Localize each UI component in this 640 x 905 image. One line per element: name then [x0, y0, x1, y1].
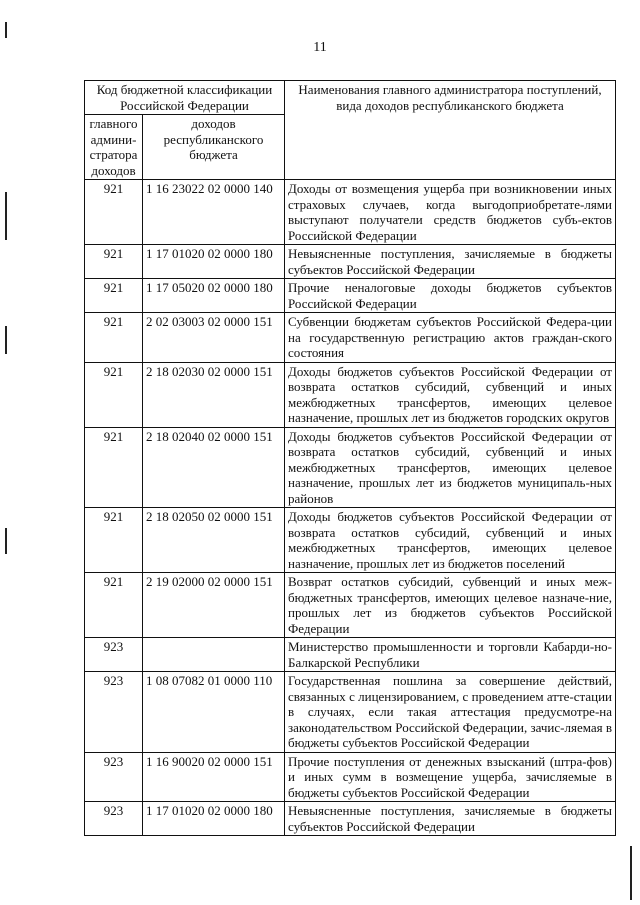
income-name-cell: Возврат остатков субсидий, субвенций и иных меж-бюджетных трансфертов, имеющих целевое назначе-ние, прошлых лет из бюджетов субъектов Российской Федерации — [285, 573, 616, 638]
admin-code-cell: 923 — [85, 638, 143, 672]
income-code-cell: 1 16 23022 02 0000 140 — [143, 180, 285, 245]
scan-mark — [5, 528, 7, 554]
admin-code-cell: 923 — [85, 672, 143, 753]
income-code-cell: 2 18 02050 02 0000 151 — [143, 508, 285, 573]
income-code-cell: 2 02 03003 02 0000 151 — [143, 313, 285, 363]
income-code-cell — [143, 638, 285, 672]
table-row — [85, 752, 616, 802]
page-number: 11 — [313, 40, 327, 55]
table-row — [85, 802, 616, 836]
table-row — [85, 573, 616, 638]
income-code-cell: 1 17 05020 02 0000 180 — [143, 279, 285, 313]
admin-code-cell: 923 — [85, 802, 143, 836]
income-code-cell: 1 08 07082 01 0000 110 — [143, 672, 285, 753]
income-name-cell: Доходы бюджетов субъектов Российской Федерации от возврата остатков субсидий, субвенций и иных межбюджетных трансфертов, имеющих целевое назначение, прошлых лет из бюджетов поселений — [285, 508, 616, 573]
table-row — [85, 245, 616, 279]
income-name-cell: Невыясненные поступления, зачисляемые в бюджеты субъектов Российской Федерации — [285, 802, 616, 836]
table-row — [85, 427, 616, 508]
table-row — [85, 180, 616, 245]
table-row — [85, 362, 616, 427]
admin-code-cell: 921 — [85, 427, 143, 508]
admin-code-cell: 923 — [85, 752, 143, 802]
scan-mark — [5, 22, 7, 38]
income-name-cell: Невыясненные поступления, зачисляемые в бюджеты субъектов Российской Федерации — [285, 245, 616, 279]
income-code-cell: 1 16 90020 02 0000 151 — [143, 752, 285, 802]
admin-code-cell: 921 — [85, 279, 143, 313]
admin-code-cell: 921 — [85, 180, 143, 245]
budget-classification-table — [84, 80, 616, 836]
header-admin-code: главного админи-стратора доходов — [85, 115, 143, 180]
admin-code-cell: 921 — [85, 573, 143, 638]
table-row — [85, 672, 616, 753]
income-code-cell: 1 17 01020 02 0000 180 — [143, 245, 285, 279]
income-code-cell: 2 19 02000 02 0000 151 — [143, 573, 285, 638]
header-income-code: доходов республиканского бюджета — [143, 115, 285, 180]
header-classification-code: Код бюджетной классификации Российской Федерации — [85, 81, 285, 115]
income-name-cell: Доходы бюджетов субъектов Российской Федерации от возврата остатков субсидий, субвенций и иных межбюджетных трансфертов, имеющих целевое назначение, прошлых лет из бюджетов муниципаль-ных районов — [285, 427, 616, 508]
admin-code-cell: 921 — [85, 362, 143, 427]
scan-mark — [5, 192, 7, 240]
income-name-cell: Прочие неналоговые доходы бюджетов субъектов Российской Федерации — [285, 279, 616, 313]
admin-code-cell: 921 — [85, 245, 143, 279]
income-name-cell: Прочие поступления от денежных взысканий (штра-фов) и иных сумм в возмещение ущерба, зачисляемые в бюджеты субъектов Российской Федерации — [285, 752, 616, 802]
table-row — [85, 638, 616, 672]
table-row — [85, 508, 616, 573]
header-admin-name: Наименования главного администратора поступлений, вида доходов республиканского бюджета — [285, 81, 616, 180]
income-code-cell: 2 18 02040 02 0000 151 — [143, 427, 285, 508]
income-name-cell: Субвенции бюджетам субъектов Российской Федера-ции на государственную регистрацию актов граждан-ского состояния — [285, 313, 616, 363]
admin-code-cell: 921 — [85, 313, 143, 363]
income-code-cell: 2 18 02030 02 0000 151 — [143, 362, 285, 427]
income-name-cell: Доходы бюджетов субъектов Российской Федерации от возврата остатков субсидий, субвенций и иных межбюджетных трансфертов, имеющих целевое назначение, прошлых лет из бюджетов городских округов — [285, 362, 616, 427]
income-name-cell: Доходы от возмещения ущерба при возникновении иных страховых случаев, когда выгодоприобретате-лями выступают получатели средств бюджетов субъ-ектов Российской Федерации — [285, 180, 616, 245]
table-row — [85, 313, 616, 363]
income-name-cell: Государственная пошлина за совершение действий, связанных с лицензированием, с проведением атте-стации в случаях, если такая аттестация предусмотре-на законодательством Российской Федерации, зачис-ляемая в бюджеты субъектов Российской Федерации — [285, 672, 616, 753]
income-code-cell: 1 17 01020 02 0000 180 — [143, 802, 285, 836]
table-row — [85, 279, 616, 313]
scan-mark — [5, 326, 7, 354]
income-name-cell: Министерство промышленности и торговли Кабарди-но-Балкарской Республики — [285, 638, 616, 672]
scan-mark — [630, 846, 632, 900]
admin-code-cell: 921 — [85, 508, 143, 573]
